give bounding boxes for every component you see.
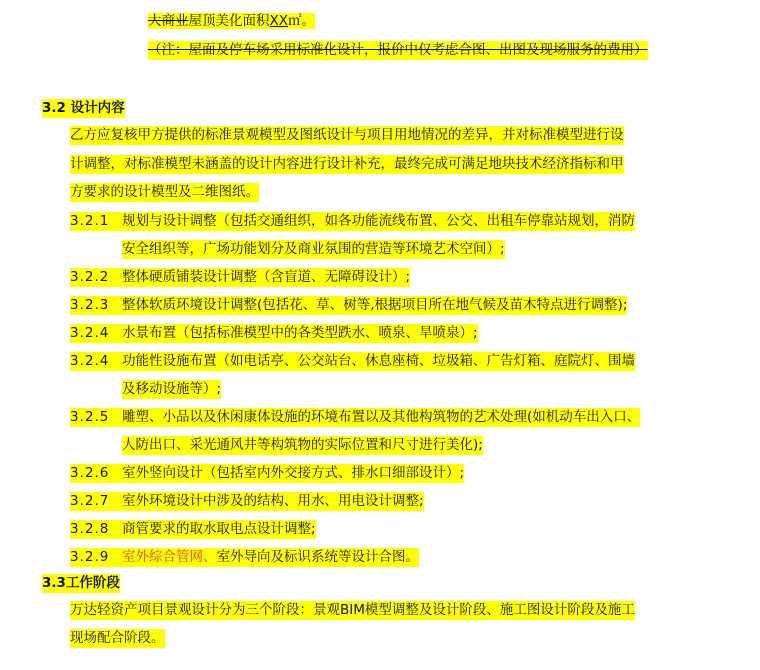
- item-text-red: 室外综合管网、: [122, 549, 217, 565]
- area-unit: ㎡。: [288, 13, 315, 29]
- list-item: [70, 464, 464, 483]
- item-text: 室外竖向设计（包括室内外交接方式、排水口细部设计）;: [122, 465, 465, 481]
- item-text: 整体硬质铺装设计调整（含盲道、无障碍设计）;: [122, 269, 411, 285]
- roof-area-text: 屋顶美化面积: [188, 13, 270, 29]
- item-number: 3.2.7: [70, 493, 110, 509]
- item-number: 3.2.3: [70, 297, 110, 313]
- list-item-continuation: 人防出口、采光通风井等构筑物的实际位置和尺寸进行美化);: [122, 437, 483, 453]
- struck-text: 大商业: [148, 13, 189, 29]
- roof-area-line: [148, 12, 315, 31]
- list-item: [70, 548, 419, 567]
- item-text: 雕塑、小品以及休闲康体设施的环境布置以及其他构筑物的艺术处理(如机动车出入口、: [122, 409, 641, 425]
- area-placeholder: XX: [269, 13, 288, 29]
- list-item: [70, 268, 410, 287]
- item-number: 3.2.4: [70, 353, 110, 369]
- list-item: [70, 324, 478, 343]
- item-number: 3.2.1: [70, 213, 110, 229]
- paragraph-line: 万达轻资产项目景观设计分为三个阶段：景观BIM模型调整及设计阶段、施工图设计阶段及施工: [70, 602, 635, 618]
- list-item: [70, 492, 424, 511]
- list-item: [70, 352, 635, 371]
- section-heading-3-2: 3.2 设计内容: [42, 100, 125, 116]
- paragraph-line: 现场配合阶段。: [70, 630, 165, 646]
- item-text: 商管要求的取水取电点设计调整;: [122, 521, 316, 537]
- list-item: [70, 408, 640, 427]
- list-item: [70, 520, 316, 539]
- item-number: 3.2.5: [70, 409, 110, 425]
- item-text: 水景布置（包括标准模型中的各类型跌水、喷泉、旱喷泉）;: [122, 325, 478, 341]
- paragraph-line: 方要求的设计模型及二维图纸。: [70, 184, 259, 200]
- list-item: [70, 212, 635, 231]
- section-heading-3-3: 3.3工作阶段: [42, 575, 120, 591]
- list-item-continuation: 安全组织等，广场功能划分及商业氛围的营造等环境艺术空间）;: [122, 241, 505, 257]
- item-number: 3.2.8: [70, 521, 110, 537]
- item-text: 室外环境设计中涉及的结构、用水、用电设计调整;: [122, 493, 424, 509]
- list-item-continuation: 及移动设施等）;: [122, 381, 222, 397]
- item-number: 3.2.9: [70, 549, 110, 565]
- item-text: 室外导向及标识系统等设计合图。: [216, 549, 419, 565]
- item-number: 3.2.2: [70, 269, 110, 285]
- item-number: 3.2.4: [70, 325, 110, 341]
- item-text: 功能性设施布置（如电话亭、公交站台、休息座椅、垃圾箱、广告灯箱、庭院灯、围墙: [122, 353, 635, 369]
- note-line: （注：屋面及停车场采用标准化设计，报价中仅考虑合图、出图及现场服务的费用）: [148, 42, 648, 58]
- item-text: 规划与设计调整（包括交通组织，如各功能流线布置、公交、出租车停靠站规划，消防: [122, 213, 635, 229]
- paragraph-line: 乙方应复核甲方提供的标准景观模型及图纸设计与项目用地情况的差异，并对标准模型进行设: [70, 127, 624, 143]
- item-text: 整体软质环境设计调整(包括花、草、树等,根据项目所在地气候及苗木特点进行调整);: [122, 297, 628, 313]
- item-number: 3.2.6: [70, 465, 110, 481]
- paragraph-line: 计调整，对标准模型未涵盖的设计内容进行设计补充，最终完成可满足地块技术经济指标和甲: [70, 156, 624, 172]
- list-item: [70, 296, 627, 315]
